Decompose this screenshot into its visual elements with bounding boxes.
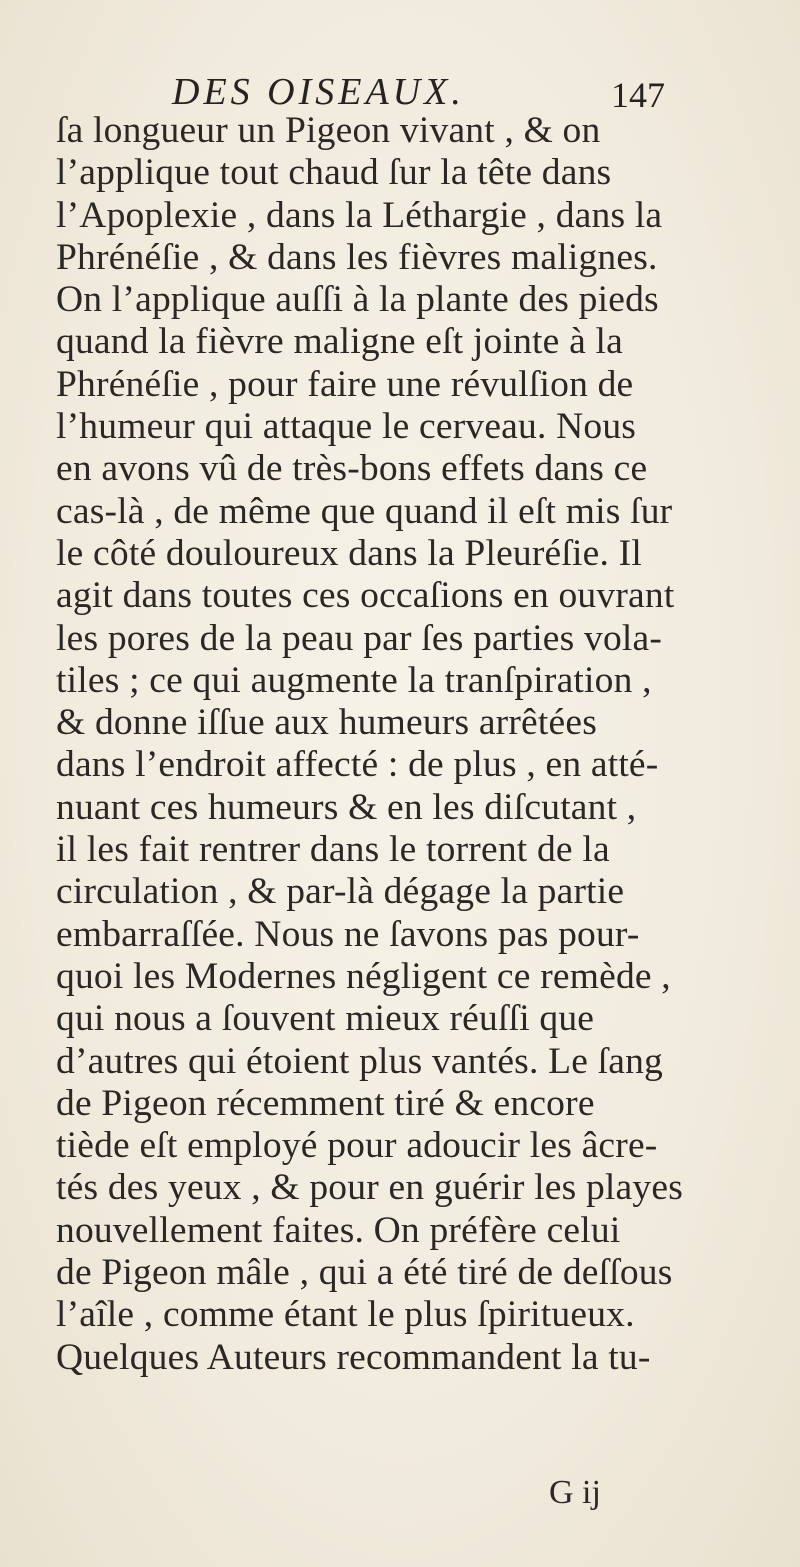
text-line: & donne iſſue aux humeurs arrêtées xyxy=(56,702,597,744)
text-line: On l’applique auſſi à la plante des pieds xyxy=(56,279,659,321)
text-line: le côté douloureux dans la Pleuréſie. Il xyxy=(56,532,642,574)
text-line: dans l’endroit affecté : de plus , en atté- xyxy=(56,744,659,786)
text-line: ſa longueur un Pigeon vivant , & on xyxy=(56,110,601,151)
text-line: l’humeur qui attaque le cerveau. Nous xyxy=(56,406,637,448)
text-line: l’Apoplexie , dans la Léthargie , dans la xyxy=(56,194,663,236)
text-line: Quelques Auteurs recommandent la tu- xyxy=(56,1336,651,1378)
page-number: 147 xyxy=(611,75,665,115)
text-line: l’applique tout chaud ſur la tête dans xyxy=(56,152,612,194)
text-line: Phrénéſie , pour faire une révulſion de xyxy=(56,363,634,405)
text-line: quand la fièvre maligne eſt jointe à la xyxy=(56,321,623,363)
text-line: embarraſſée. Nous ne ſavons pas pour- xyxy=(56,913,640,955)
text-line: Phrénéſie , & dans les fièvres malignes. xyxy=(56,236,658,278)
signature-mark: G ij xyxy=(549,1474,601,1511)
text-line: circulation , & par-là dégage la partie xyxy=(56,871,625,913)
text-line: agit dans toutes ces occaſions en ouvrant xyxy=(56,575,675,617)
text-line: les pores de la peau par ſes parties vola- xyxy=(56,617,663,659)
text-line: quoi les Modernes négligent ce remède , xyxy=(56,955,671,997)
text-line: il les fait rentrer dans le torrent de la xyxy=(56,829,610,871)
text-line: nouvellement faites. On préfère celui xyxy=(56,1209,621,1251)
text-line: qui nous a ſouvent mieux réuſſi que xyxy=(56,998,595,1040)
text-line: cas-là , de même que quand il eſt mis ſur xyxy=(56,490,673,532)
text-line: tés des yeux , & pour en guérir les playes xyxy=(56,1167,683,1209)
running-title: DES OISEAUX. xyxy=(172,71,465,113)
text-line: nuant ces humeurs & en les diſcutant , xyxy=(56,786,637,828)
text-line: en avons vû de très-bons effets dans ce xyxy=(56,448,648,490)
text-line: l’aîle , comme étant le plus ſpiritueux. xyxy=(56,1294,635,1336)
text-line: de Pigeon récemment tiré & encore xyxy=(56,1082,595,1124)
text-line: de Pigeon mâle , qui a été tiré de deſſous xyxy=(56,1252,673,1294)
text-line: d’autres qui étoient plus vantés. Le ſang xyxy=(56,1040,663,1082)
text-line: tiède eſt employé pour adoucir les âcre- xyxy=(56,1125,658,1167)
text-line: tiles ; ce qui augmente la tranſpiration , xyxy=(56,659,652,701)
body-text xyxy=(56,110,786,1379)
